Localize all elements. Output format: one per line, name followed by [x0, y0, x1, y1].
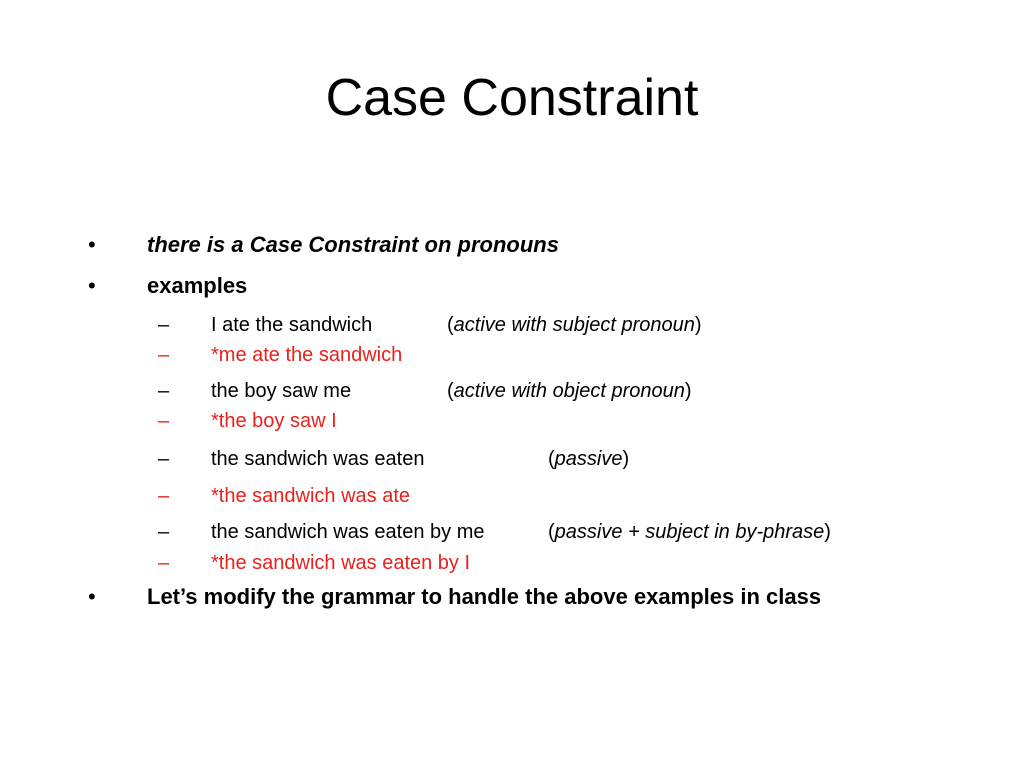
example-sentence: the sandwich was eaten	[211, 448, 425, 470]
bullet-text: Let’s modify the grammar to handle the above examples in class	[147, 584, 822, 609]
sub-bullet-dash: –	[158, 410, 170, 432]
example-sentence: the sandwich was eaten by me	[211, 521, 485, 543]
sub-bullet-dash: –	[158, 552, 170, 574]
bullet-text: there is a Case Constraint on pronouns	[147, 232, 559, 257]
bullet-text: examples	[147, 273, 248, 298]
example-sentence: *me ate the sandwich	[211, 344, 403, 366]
example-sentence: *the boy saw I	[211, 410, 337, 432]
example-annotation: (passive + subject in by-phrase)	[548, 521, 831, 543]
example-annotation: (active with object pronoun)	[447, 380, 692, 402]
sub-bullet-dash: –	[158, 380, 170, 402]
bullet-dot: •	[88, 584, 96, 609]
example-annotation: (passive)	[548, 448, 630, 470]
sub-bullet-dash: –	[158, 314, 170, 336]
example-sentence: *the sandwich was ate	[211, 485, 411, 507]
example-annotation: (active with subject pronoun)	[447, 314, 702, 336]
slide-title: Case Constraint	[325, 69, 699, 127]
example-sentence: I ate the sandwich	[211, 314, 373, 336]
sub-bullet-dash: –	[158, 448, 170, 470]
example-sentence: *the sandwich was eaten by I	[211, 552, 471, 574]
bullet-dot: •	[88, 232, 96, 257]
sub-bullet-dash: –	[158, 521, 170, 543]
sub-bullet-dash: –	[158, 485, 170, 507]
bullet-dot: •	[88, 273, 96, 298]
example-sentence: the boy saw me	[211, 380, 352, 402]
sub-bullet-dash: –	[158, 344, 170, 366]
